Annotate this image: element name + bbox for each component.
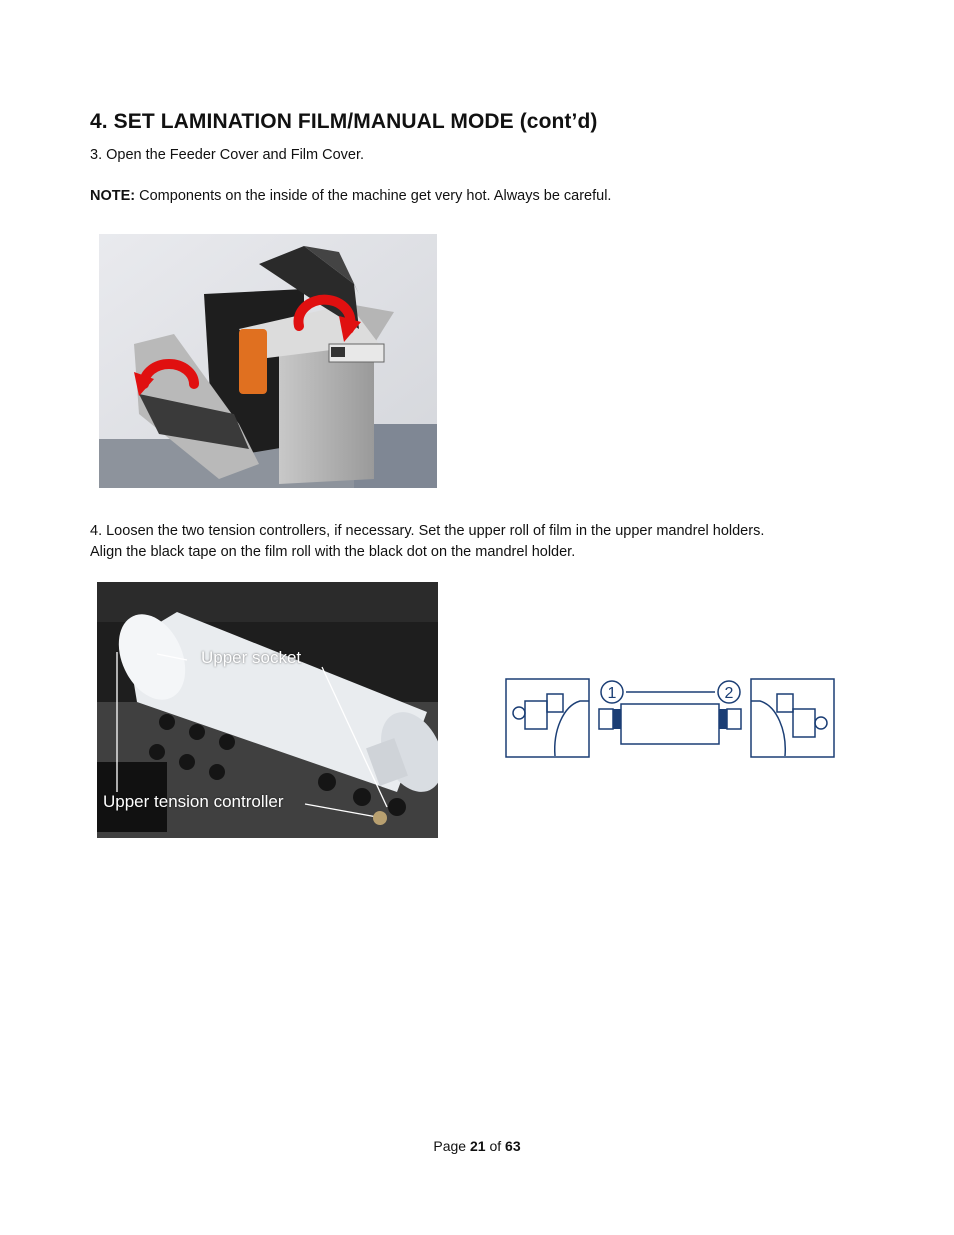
footer-prefix: Page [433, 1138, 470, 1154]
upper-tension-controller-label: Upper tension controller [103, 792, 284, 811]
callout-2: 2 [724, 685, 734, 702]
callout-1: 1 [607, 685, 617, 702]
page-footer [0, 1138, 954, 1154]
mandrel-holder-diagram [505, 676, 835, 760]
step-4-line-2: Align the black tape on the film roll with the black dot on the mandrel holder. [90, 544, 576, 560]
upper-socket-label: Upper socket [201, 648, 302, 667]
total-pages: 63 [505, 1138, 521, 1154]
section-heading: 4. SET LAMINATION FILM/MANUAL MODE (cont’d) [90, 110, 598, 133]
step-4-text [90, 521, 870, 563]
step-3-text: 3. Open the Feeder Cover and Film Cover. [90, 147, 365, 163]
film-roll-photo [97, 582, 438, 838]
note-text: Components on the inside of the machine get very hot. Always be careful. [135, 188, 612, 204]
step-4-line-1: 4. Loosen the two tension controllers, if necessary. Set the upper roll of film in the upper mandrel holders. [90, 523, 765, 539]
machine-open-covers-photo [99, 234, 437, 488]
current-page: 21 [469, 1138, 486, 1154]
footer-middle: of [485, 1138, 506, 1154]
note-paragraph [90, 186, 611, 207]
note-label: NOTE: [90, 188, 136, 204]
